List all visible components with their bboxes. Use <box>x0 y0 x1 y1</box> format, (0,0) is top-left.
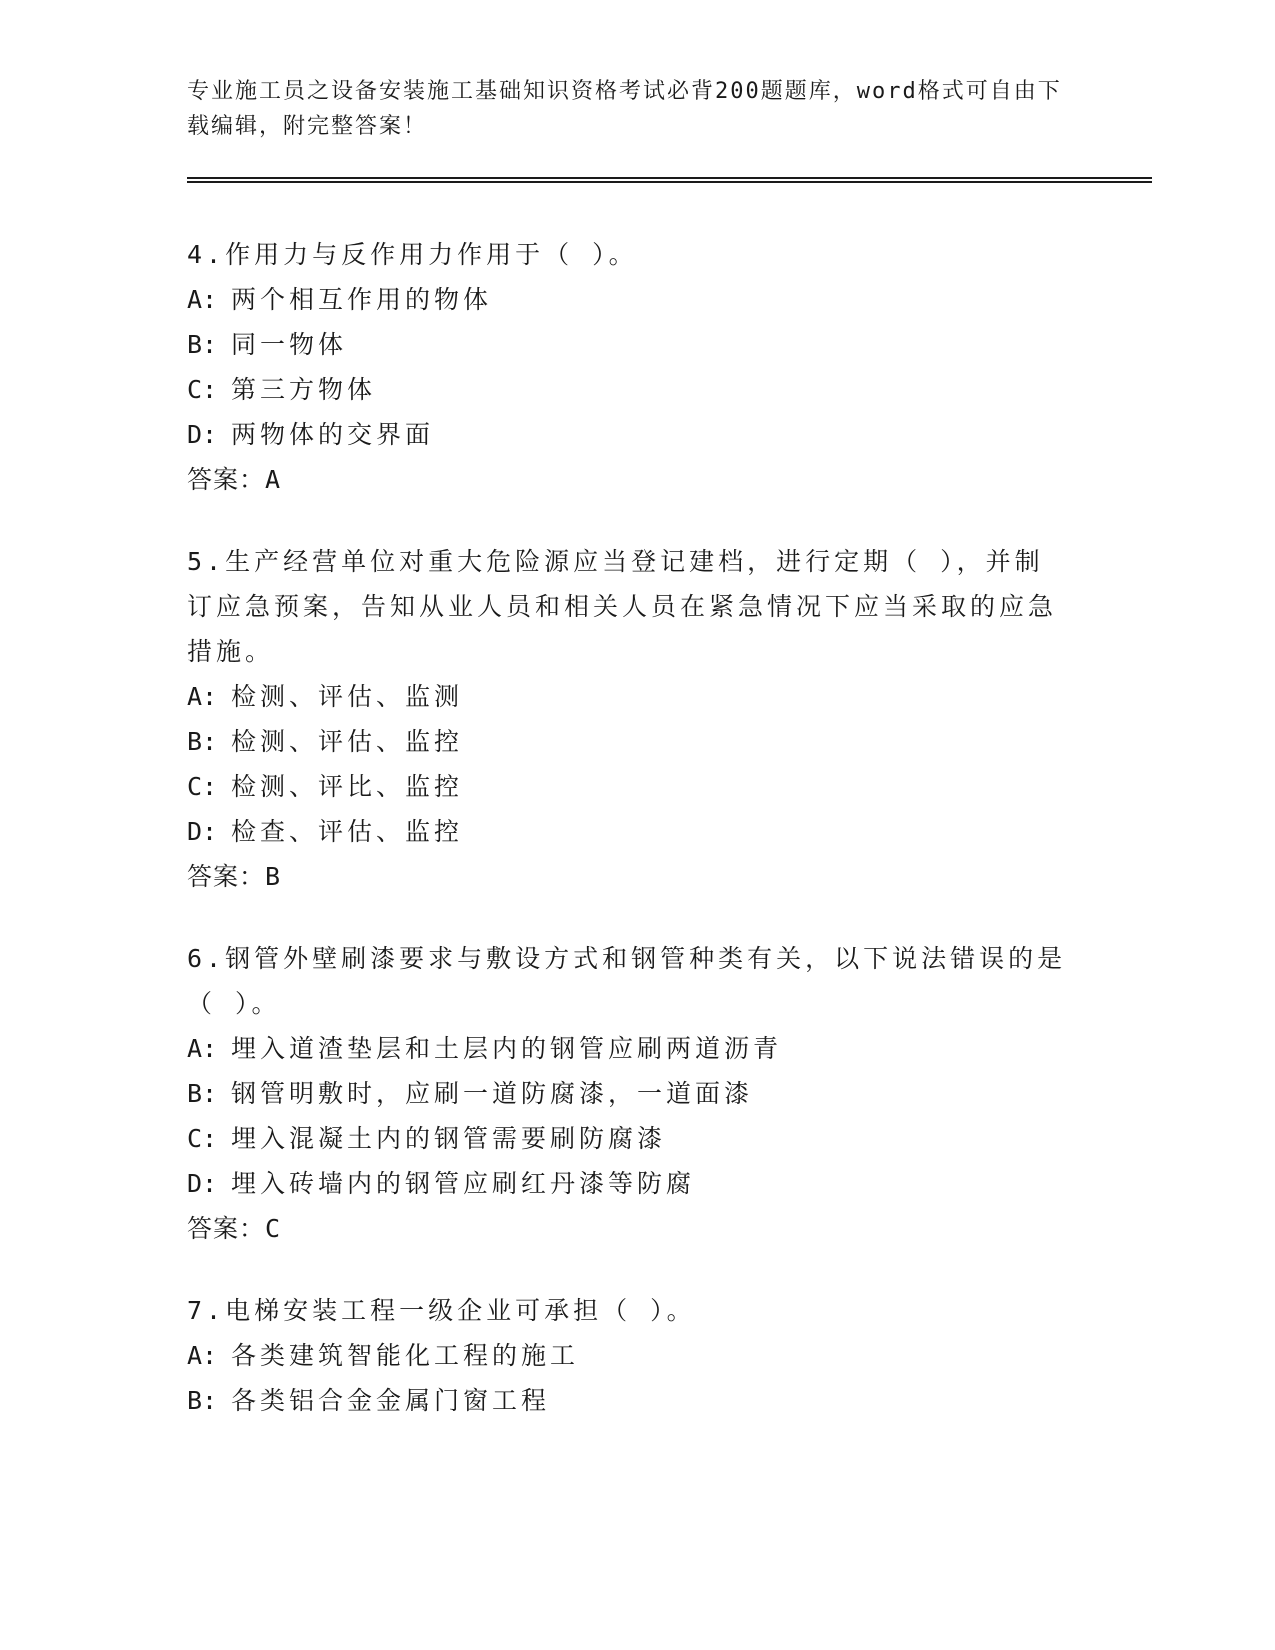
option-letter: C: <box>187 772 218 801</box>
option-b <box>187 719 1067 764</box>
option-b <box>187 1071 1067 1116</box>
answer-label: 答案： <box>187 1214 266 1243</box>
option-text: 检测、评估、监测 <box>231 682 464 711</box>
option-a <box>187 674 1067 719</box>
option-c <box>187 1116 1067 1161</box>
option-text: 检测、评估、监控 <box>231 727 464 756</box>
answer-label: 答案： <box>187 862 266 891</box>
answer-line <box>187 457 1067 503</box>
option-d <box>187 1161 1067 1206</box>
option-letter: C: <box>187 1124 218 1153</box>
answer-line <box>187 1206 1067 1252</box>
option-text: 检查、评估、监控 <box>231 817 464 846</box>
answer-label: 答案： <box>187 465 266 494</box>
question-7 <box>187 1288 1067 1423</box>
option-a <box>187 1333 1067 1378</box>
question-stem: 7.电梯安装工程一级企业可承担（ ）。 <box>187 1296 696 1325</box>
option-b <box>187 322 1067 367</box>
question-stem: 5.生产经营单位对重大危险源应当登记建档，进行定期（ ），并制订应急预案，告知从业人员和相关人员在紧急情况下应当采取的应急措施。 <box>187 547 1058 666</box>
header-double-rule <box>187 177 1152 183</box>
option-text: 埋入砖墙内的钢管应刷红丹漆等防腐 <box>231 1169 696 1198</box>
answer-value: C <box>265 1214 281 1243</box>
answer-line <box>187 854 1067 900</box>
option-letter: B: <box>187 330 218 359</box>
option-text: 各类建筑智能化工程的施工 <box>231 1341 580 1370</box>
option-letter: A: <box>187 1341 218 1370</box>
question-4 <box>187 232 1067 503</box>
answer-value: A <box>265 465 281 494</box>
option-letter: A: <box>187 285 218 314</box>
option-text: 同一物体 <box>231 330 348 359</box>
option-d <box>187 809 1067 854</box>
option-text: 两个相互作用的物体 <box>231 285 493 314</box>
option-letter: B: <box>187 1079 218 1108</box>
option-letter: D: <box>187 420 218 449</box>
answer-value: B <box>265 862 281 891</box>
document-header-title: 专业施工员之设备安装施工基础知识资格考试必背200题题库，word格式可自由下载编辑，附完整答案！ <box>187 79 1062 139</box>
question-6 <box>187 936 1067 1252</box>
option-a <box>187 277 1067 322</box>
question-stem: 6.钢管外壁刷漆要求与敷设方式和钢管种类有关，以下说法错误的是（ ）。 <box>187 944 1067 1018</box>
option-text: 埋入混凝土内的钢管需要刷防腐漆 <box>231 1124 667 1153</box>
option-letter: D: <box>187 817 218 846</box>
option-letter: D: <box>187 1169 218 1198</box>
question-stem: 4.作用力与反作用力作用于（ ）。 <box>187 240 638 269</box>
option-text: 检测、评比、监控 <box>231 772 464 801</box>
option-a <box>187 1026 1067 1071</box>
option-letter: C: <box>187 375 218 404</box>
option-letter: A: <box>187 682 218 711</box>
question-5 <box>187 539 1067 900</box>
option-text: 钢管明敷时，应刷一道防腐漆，一道面漆 <box>231 1079 754 1108</box>
option-letter: B: <box>187 1386 218 1415</box>
option-d <box>187 412 1067 457</box>
option-b <box>187 1378 1067 1423</box>
question-list <box>187 232 1067 1459</box>
option-c <box>187 764 1067 809</box>
option-text: 第三方物体 <box>231 375 377 404</box>
option-text: 各类铝合金金属门窗工程 <box>231 1386 551 1415</box>
option-text: 埋入道渣垫层和土层内的钢管应刷两道沥青 <box>231 1034 783 1063</box>
option-c <box>187 367 1067 412</box>
option-letter: A: <box>187 1034 218 1063</box>
option-letter: B: <box>187 727 218 756</box>
option-text: 两物体的交界面 <box>231 420 435 449</box>
